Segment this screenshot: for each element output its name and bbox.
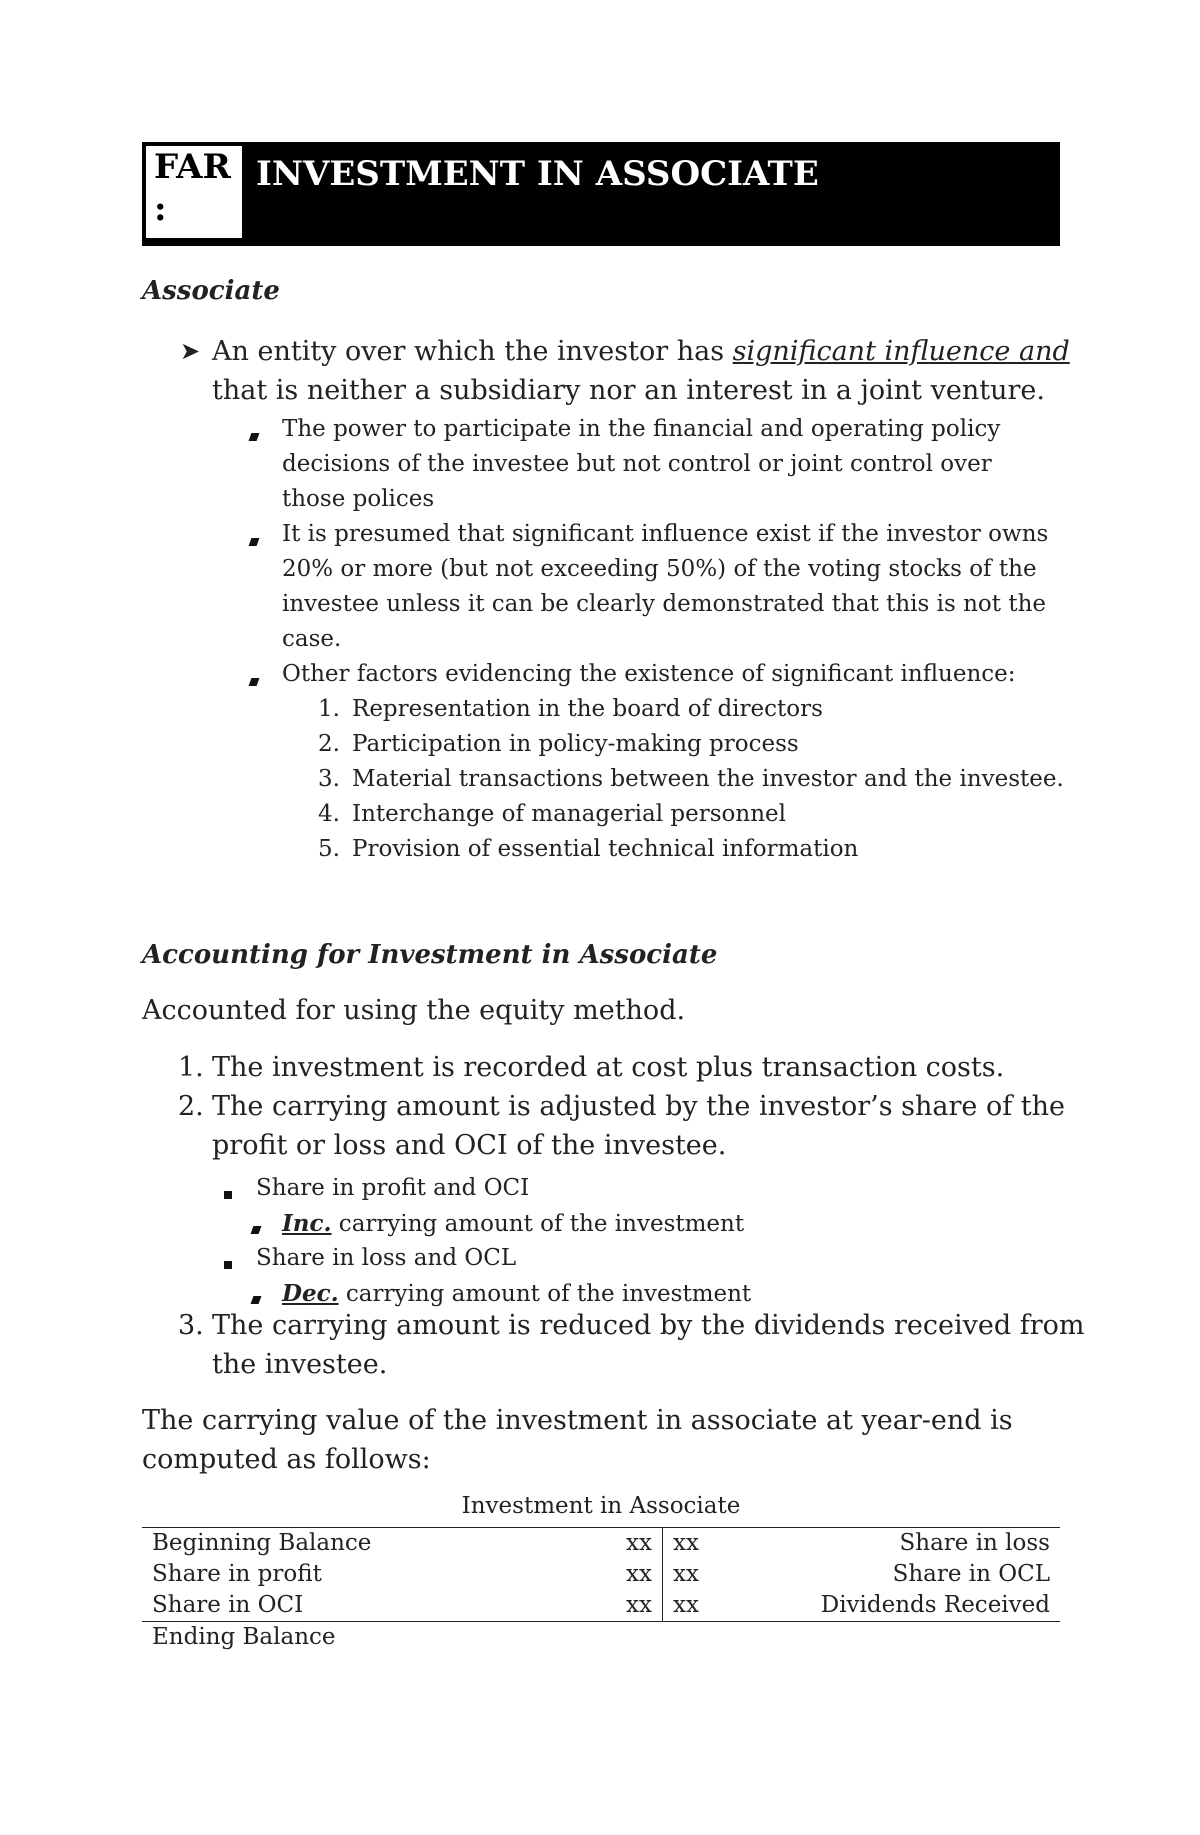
step-number: 2. <box>178 1091 204 1122</box>
left-label: Share in OCI <box>152 1592 304 1618</box>
t-account-caption: Investment in Associate <box>461 1493 741 1519</box>
right-label: Dividends Received <box>820 1592 1050 1618</box>
bullet2-line-4: case. <box>282 626 342 652</box>
sub1-text: Share in profit and OCI <box>256 1175 530 1201</box>
significant-influence-text: significant influence and <box>732 336 1070 367</box>
factor-item: Material transactions between the investor and the investee. <box>352 766 1064 792</box>
header-bar <box>142 142 1060 246</box>
bullet1-line-3: those polices <box>282 486 435 512</box>
arrow-bullet-icon: ➤ <box>180 337 201 365</box>
empty-cell <box>663 1622 764 1654</box>
factor-number: 3. <box>318 766 340 792</box>
intro-text: Accounted for using the equity method. <box>142 995 686 1026</box>
sub2-text: Share in loss and OCL <box>256 1245 517 1271</box>
empty-cell <box>532 1622 663 1654</box>
right-label: Share in OCL <box>892 1561 1050 1587</box>
ending-label: Ending Balance <box>152 1624 336 1650</box>
step3-line-1: The carrying amount is reduced by the dividends received from <box>212 1310 1085 1341</box>
bullet-icon <box>250 671 258 690</box>
step2-line-1: The carrying amount is adjusted by the investor’s share of the <box>212 1091 1065 1122</box>
empty-cell <box>763 1622 1060 1654</box>
bullet1-line-1: The power to participate in the financial and operating policy <box>282 416 1001 442</box>
sub1-detail: Inc. carrying amount of the investment <box>282 1210 745 1237</box>
table-row <box>142 1528 1060 1560</box>
step3-line-2: the investee. <box>212 1349 388 1380</box>
bullet-icon <box>252 1219 260 1238</box>
bullet1-line-2: decisions of the investee but not control or joint control over <box>282 451 992 477</box>
bullet-icon <box>250 426 258 445</box>
dec-text: Dec. <box>282 1280 339 1307</box>
factor-item: Provision of essential technical information <box>352 836 859 862</box>
step-number: 3. <box>178 1310 204 1341</box>
t-account-table <box>142 1527 1060 1653</box>
left-label: Beginning Balance <box>152 1530 372 1556</box>
sub2-detail: Dec. carrying amount of the investment <box>282 1280 752 1307</box>
bullet2-line-2: 20% or more (but not exceeding 50%) of the voting stocks of the <box>282 556 1037 582</box>
factor-number: 5. <box>318 836 340 862</box>
factor-item: Representation in the board of directors <box>352 696 823 722</box>
bullet-icon <box>250 531 258 550</box>
closing-line-1: The carrying value of the investment in associate at year-end is <box>142 1405 1013 1436</box>
debit-cell: xx <box>532 1590 663 1622</box>
header-title: INVESTMENT IN ASSOCIATE <box>256 154 819 194</box>
credit-cell: xx <box>673 1592 699 1618</box>
table-row <box>142 1622 1060 1654</box>
square-bullet-icon <box>224 1254 232 1273</box>
factor-item: Interchange of managerial personnel <box>352 801 786 827</box>
right-label: Share in loss <box>899 1530 1050 1556</box>
definition-line-1: An entity over which the investor has significant influence and <box>212 336 1070 367</box>
step2-line-2: profit or loss and OCI of the investee. <box>212 1130 727 1161</box>
step1-text: The investment is recorded at cost plus transaction costs. <box>212 1052 1005 1083</box>
credit-cell: xx <box>673 1530 699 1556</box>
bullet2-line-3: investee unless it can be clearly demonstrated that this is not the <box>282 591 1046 617</box>
left-label: Share in profit <box>152 1561 322 1587</box>
factor-number: 2. <box>318 731 340 757</box>
factor-item: Participation in policy-making process <box>352 731 799 757</box>
table-row <box>142 1590 1060 1622</box>
table-row <box>142 1559 1060 1590</box>
bullet2-line-1: It is presumed that significant influence exist if the investor owns <box>282 521 1049 547</box>
section-title-associate: Associate <box>142 276 280 306</box>
closing-line-2: computed as follows: <box>142 1444 431 1475</box>
factor-number: 1. <box>318 696 340 722</box>
bullet3-text: Other factors evidencing the existence of significant influence: <box>282 661 1016 687</box>
step-number: 1. <box>178 1052 204 1083</box>
debit-cell: xx <box>532 1559 663 1590</box>
section-title-accounting: Accounting for Investment in Associate <box>142 940 718 970</box>
inc-text: Inc. <box>282 1210 332 1237</box>
credit-cell: xx <box>673 1561 699 1587</box>
square-bullet-icon <box>224 1184 232 1203</box>
header-label: FAR : <box>146 146 242 238</box>
debit-cell: xx <box>532 1528 663 1560</box>
definition-line-2: that is neither a subsidiary nor an interest in a joint venture. <box>212 375 1045 406</box>
factor-number: 4. <box>318 801 340 827</box>
